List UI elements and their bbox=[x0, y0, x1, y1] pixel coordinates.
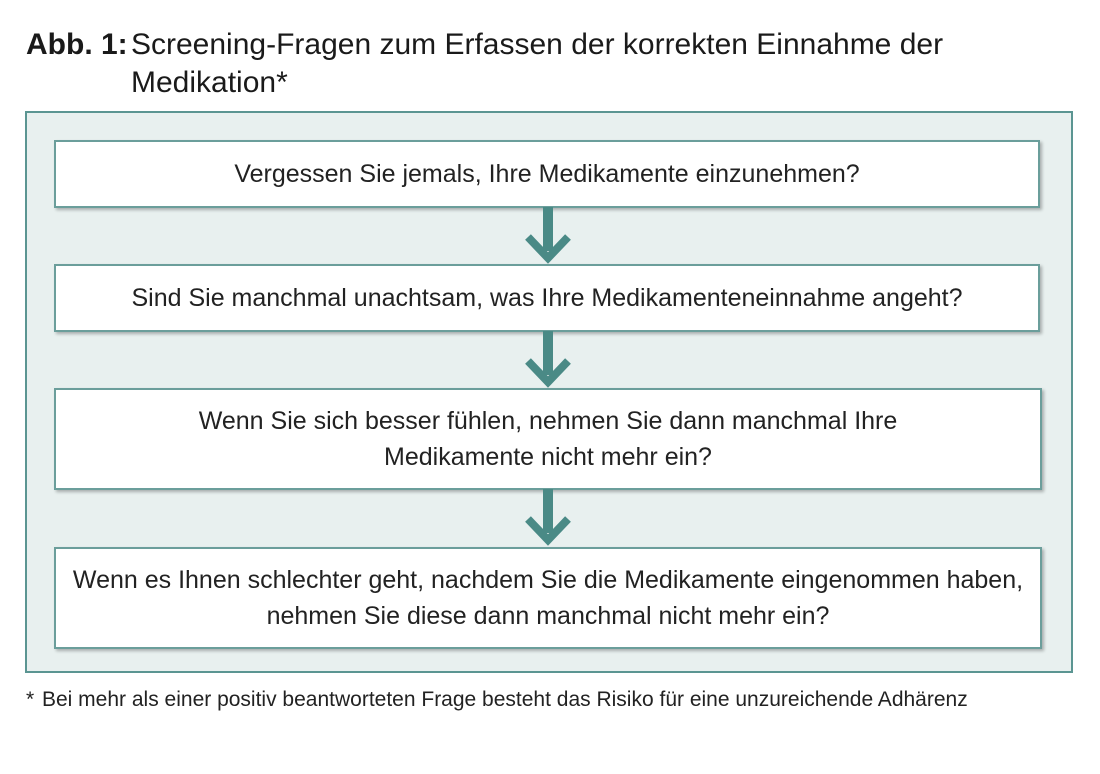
question-text-1: Vergessen Sie jemals, Ihre Medikamente einzunehmen? bbox=[234, 160, 860, 188]
figure-label: Abb. 1: bbox=[26, 28, 128, 61]
question-box-3 bbox=[54, 388, 1042, 490]
down-arrow-icon bbox=[523, 331, 573, 389]
question-box-2 bbox=[54, 264, 1040, 332]
footnote bbox=[26, 684, 1046, 715]
footnote-text: Bei mehr als einer positiv beantworteten Frage besteht das Risiko für eine unzureichende Adhärenz bbox=[42, 688, 968, 711]
question-box-4 bbox=[54, 547, 1042, 649]
question-text-4: Wenn es Ihnen schlechter geht, nachdem Sie die Medikamente eingenommen haben, nehmen Sie diese dann manchmal nicht mehr ein? bbox=[72, 566, 1024, 630]
question-box-1 bbox=[54, 140, 1040, 208]
figure-title-text: Screening-Fragen zum Erfassen der korrekten Einnahme der Medikation* bbox=[131, 28, 944, 99]
question-text-2: Sind Sie manchmal unachtsam, was Ihre Medikamenteneinnahme angeht? bbox=[131, 284, 963, 312]
down-arrow-icon bbox=[523, 489, 573, 547]
question-text-3: Wenn Sie sich besser fühlen, nehmen Sie dann manchmal Ihre Medikamente nicht mehr ein? bbox=[198, 407, 898, 471]
down-arrow-icon bbox=[523, 207, 573, 265]
footnote-marker: * bbox=[26, 688, 35, 711]
